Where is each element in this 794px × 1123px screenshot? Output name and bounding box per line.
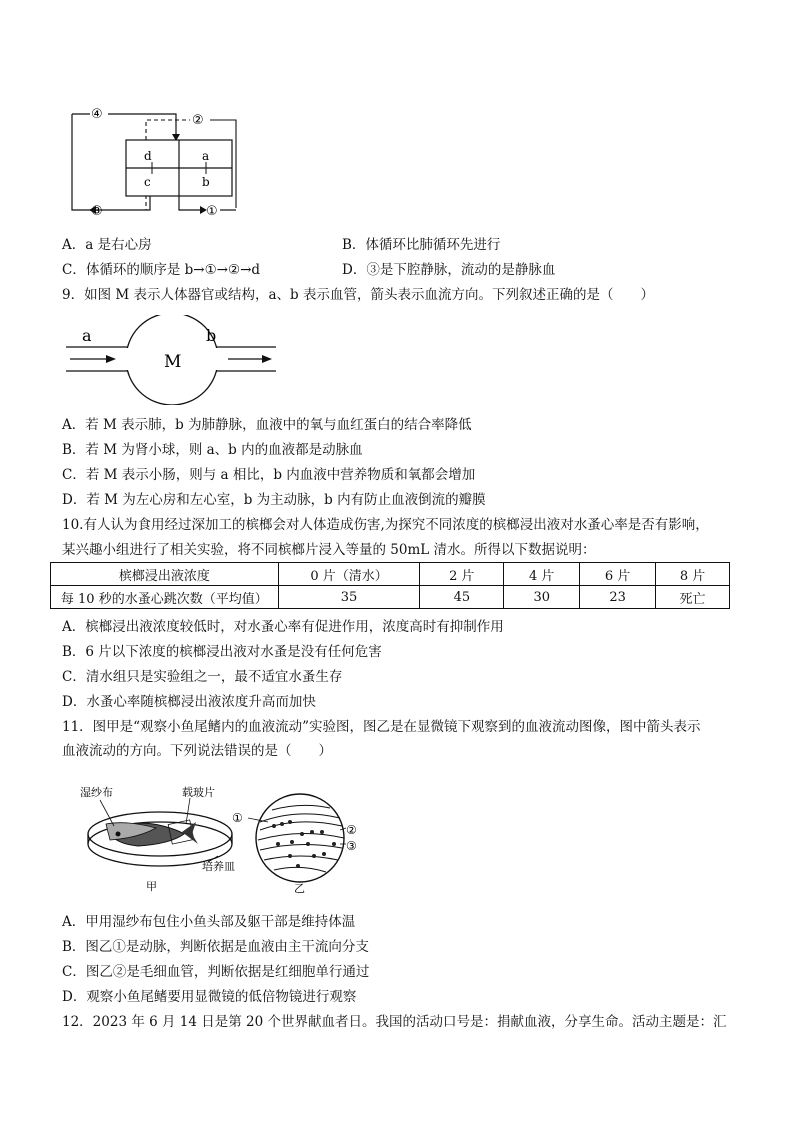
q8-option-c: C．体循环的顺序是 b→①→②→d [62, 262, 261, 278]
label-c: c [144, 175, 151, 189]
q9-stem: 9．如图 M 表示人体器官或结构，a、b 表示血管，箭头表示血流方向。下列叙述正确的是（ ） [62, 287, 654, 303]
label-a: a [202, 149, 210, 163]
table-cell: 8 片 [656, 563, 730, 586]
q10-data-table [50, 562, 730, 609]
q12-stem: 12．2023 年 6 月 14 日是第 20 个世界献血者日。我国的活动口号是：捐献血液，分享生命。活动主题是：汇 [62, 1014, 727, 1030]
table-cell: 0 片（清水） [278, 563, 420, 586]
q9-option-d: D．若 M 为左心房和左心室，b 为主动脉，b 内有防止血液倒流的瓣膜 [62, 492, 486, 508]
q10-option-c: C．清水组只是实验组之一，最不适宜水蚤生存 [62, 669, 343, 685]
q8-option-b: B．体循环比肺循环先进行 [342, 237, 501, 253]
q11-option-d: D．观察小鱼尾鳍要用显微镜的低倍物镜进行观察 [62, 989, 357, 1005]
q11-stem-line2: 血液流动的方向。下列说法错误的是（ ） [62, 743, 332, 759]
table-cell: 槟榔浸出液浓度 [51, 563, 279, 586]
table-cell: 35 [278, 586, 420, 609]
heart-circulation-diagram [60, 100, 250, 225]
figure-jia-label: 甲 [146, 880, 157, 893]
label-3: ③ [91, 204, 103, 219]
q10-option-b: B．6 片以下浓度的槟榔浸出液对水蚤是没有任何危害 [62, 644, 382, 660]
yi-label-2: ② [346, 823, 357, 837]
vessel-b-label: b [206, 326, 217, 345]
q11-stem-line1: 11．图甲是“观察小鱼尾鳍内的血液流动”实验图，图乙是在显微镜下观察到的血液流动图像，图中箭头表示 [62, 719, 701, 735]
table-cell: 4 片 [504, 563, 580, 586]
figure-yi-label: 乙 [294, 882, 305, 894]
table-cell: 45 [420, 586, 504, 609]
table-cell: 2 片 [420, 563, 504, 586]
table-cell: 死亡 [656, 586, 730, 609]
label-d: d [144, 149, 152, 163]
q10-option-a: A．槟榔浸出液浓度较低时，对水蚤心率有促进作用，浓度高时有抑制作用 [62, 619, 504, 635]
dish-label: 培养皿 [202, 860, 235, 873]
slide-label: 载玻片 [182, 786, 215, 799]
q11-option-b: B．图乙①是动脉，判断依据是血液由主干流向分支 [62, 939, 369, 955]
q10-stem-line2: 某兴趣小组进行了相关实验，将不同槟榔片浸入等量的 50mL 清水。所得以下数据说明： [62, 542, 596, 558]
yi-label-1: ① [232, 811, 243, 825]
q10-option-d: D．水蚤心率随槟榔浸出液浓度升高而加快 [62, 694, 316, 710]
table-cell: 6 片 [580, 563, 656, 586]
wet-cloth-label: 湿纱布 [80, 786, 113, 799]
table-cell: 30 [504, 586, 580, 609]
q11-option-c: C．图乙②是毛细血管，判断依据是红细胞单行通过 [62, 964, 370, 980]
label-b: b [202, 175, 210, 189]
q10-stem-line1: 10.有人认为食用经过深加工的槟榔会对人体造成伤害,为探究不同浓度的槟榔浸出液对水蚤心率是否有影响， [62, 517, 709, 533]
fish-tail-experiment-figure [78, 782, 378, 894]
q9-option-c: C．若 M 表示小肠，则与 a 相比，b 内血液中营养物质和氧都会增加 [62, 467, 476, 483]
vessel-a-label: a [82, 326, 92, 345]
table-cell: 23 [580, 586, 656, 609]
organ-m-label: M [164, 352, 182, 372]
table-cell: 每 10 秒的水蚤心跳次数（平均值） [51, 586, 279, 609]
label-1: ① [206, 204, 218, 219]
table-row [51, 563, 730, 586]
label-2: ② [192, 113, 204, 128]
q8-option-d: D．③是下腔静脉，流动的是静脉血 [342, 262, 556, 278]
q11-option-a: A．甲用湿纱布包住小鱼头部及躯干部是维持体温 [62, 914, 356, 930]
q9-option-b: B．若 M 为肾小球，则 a、b 内的血液都是动脉血 [62, 442, 363, 458]
table-row [51, 586, 730, 609]
q8-option-a: A．a 是右心房 [62, 237, 152, 253]
organ-m-diagram [62, 315, 282, 405]
yi-label-3: ③ [346, 839, 357, 853]
q9-option-a: A．若 M 表示肺，b 为肺静脉，血液中的氧与血红蛋白的结合率降低 [62, 417, 472, 433]
label-4: ④ [91, 107, 103, 122]
